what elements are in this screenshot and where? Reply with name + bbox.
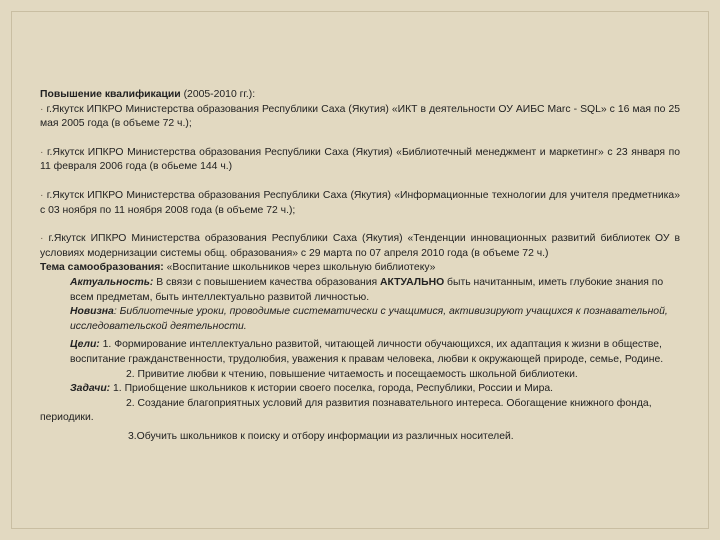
tasks-paragraph bbox=[40, 382, 680, 397]
course-item-4 bbox=[40, 232, 680, 261]
goals-item-2-line bbox=[40, 368, 680, 383]
tasks-item-3: 3.Обучить школьников к поиску и отбору информации из различных носителей. bbox=[128, 430, 514, 442]
relevance-text-1: В связи с повышением качества образования bbox=[153, 276, 381, 288]
document-body bbox=[40, 88, 680, 444]
theme-label: Тема самообразования: bbox=[40, 262, 164, 274]
relevance-emphasis: АКТУАЛЬНО bbox=[380, 276, 445, 288]
bullet-icon: · bbox=[40, 146, 44, 158]
goals-label: Цели: bbox=[70, 339, 100, 351]
tasks-item-2-line bbox=[40, 397, 680, 426]
self-education-theme bbox=[40, 261, 680, 276]
novelty-paragraph bbox=[40, 305, 680, 334]
bullet-icon: · bbox=[40, 189, 44, 201]
course-text-3: г.Якутск ИПКРО Министерства образования Республики Саха (Якутия) «Информационные технологии для учителя предметника» с 03 ноября по 11 ноября 2008 года (в объеме 72 ч.); bbox=[40, 189, 680, 216]
bullet-icon: · bbox=[40, 103, 44, 115]
course-item-2 bbox=[40, 146, 680, 175]
goals-paragraph bbox=[40, 338, 680, 367]
course-text-2: г.Якутск ИПКРО Министерства образования Республики Саха (Якутия) «Библиотечный менеджмент и маркетинг» с 23 января по 11 февраля 2006 года (в обьеме 144 ч.) bbox=[40, 146, 680, 173]
course-item-1 bbox=[40, 103, 680, 132]
tasks-item-1: 1. Приобщение школьников к истории своего поселка, города, Республики, России и Мира. bbox=[110, 383, 554, 395]
novelty-text: : Библиотечные уроки, проводимые систематически с учащимися, активизируют учащихся к познавательной, исследовательской деятельности. bbox=[70, 306, 668, 332]
qualification-years: (2005-2010 гг.): bbox=[180, 89, 256, 100]
goals-item-2: 2. Привитие любви к чтению, повышение читаемость и посещаемость школьной библиотеки. bbox=[126, 368, 578, 380]
goals-item-1: 1. Формирование интеллектуально развитой, читающей личности обучающихся, их адаптация к жизни в обществе, воспитание гражданственности, трудолюбия, уважения к правам человека, любви к окружающей природе, семье, Родине. bbox=[70, 339, 664, 365]
relevance-paragraph bbox=[40, 276, 680, 305]
tasks-label: Задачи: bbox=[70, 383, 111, 395]
course-text-1: г.Якутск ИПКРО Министерства образования Республики Саха (Якутия) «ИКТ в деятельности ОУ АИБС Marc - SQL» с 16 мая по 25 мая 2005 года (в объеме 72 ч.); bbox=[40, 103, 681, 130]
bullet-icon: · bbox=[40, 233, 44, 245]
novelty-label: Новизна bbox=[70, 306, 114, 318]
course-text-4: г.Якутск ИПКРО Министерства образования Республики Саха (Якутия) «Тенденции инновационных развитий библиотек ОУ в условиях модернизации системы общ. образования» с 29 марта по 07 апреля 2010 года (в объеме 72 ч.) bbox=[40, 233, 680, 259]
course-item-3 bbox=[40, 189, 680, 218]
tasks-item-3-line bbox=[40, 430, 680, 445]
qualification-heading bbox=[40, 88, 680, 103]
theme-text: «Воспитание школьников через школьную библиотеку» bbox=[163, 262, 436, 274]
qualification-title: Повышение квалификации bbox=[40, 89, 181, 100]
tasks-item-2: 2. Создание благоприятных условий для развития познавательного интереса. Обогащение книжного фонда, периодики. bbox=[40, 397, 652, 424]
relevance-label: Актуальность: bbox=[70, 276, 154, 288]
relevance-text-2: быть начитанным, иметь глубокие знания по всем предметам, быть интеллектуально развитой личностью. bbox=[70, 276, 664, 303]
